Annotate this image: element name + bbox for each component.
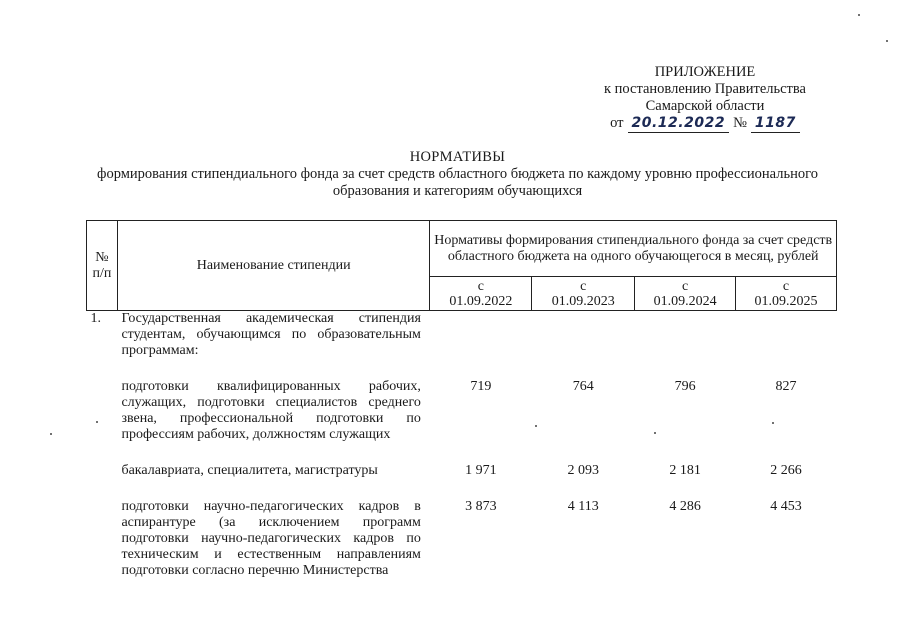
scan-speck <box>96 421 98 423</box>
value-cell: 2 181 <box>669 463 701 478</box>
date-prefix: с <box>682 278 689 294</box>
value-cell: 4 113 <box>567 499 599 514</box>
scan-speck <box>858 14 860 16</box>
value-cell: 2 266 <box>770 463 802 478</box>
scan-speck <box>886 40 888 42</box>
row-name: Государственная академическая стипендия студентам, обучающимся по образовательным программам: <box>121 311 421 358</box>
appendix-line-1: к постановлению Правительства <box>604 81 806 97</box>
date-value: 01.09.2022 <box>449 293 513 309</box>
scan-speck <box>654 432 656 434</box>
value-cell: 2 093 <box>567 463 599 478</box>
handwritten-date: 20.12.2022 <box>628 115 730 133</box>
row-name: подготовки квалифицированных рабочих, служащих, подготовки специалистов среднего звена, профессиональной подготовки по профессиям рабочих, должностям служащих <box>121 379 421 442</box>
title-subtitle: формирования стипендиального фонда за счет средств областного бюджета по каждому уровню профессионального образования и категориям обучающихся <box>97 166 818 199</box>
table-row <box>87 311 837 360</box>
value-cell: 796 <box>674 379 696 394</box>
from-label: от <box>610 115 624 131</box>
header-date-cell <box>430 277 532 311</box>
appendix-header <box>560 64 850 133</box>
value-cell: 1 971 <box>465 463 497 478</box>
date-prefix: с <box>782 278 790 294</box>
scan-speck <box>50 433 52 435</box>
date-value: 01.09.2023 <box>551 293 615 309</box>
handwritten-number: 1187 <box>751 115 800 133</box>
row-number: 1. <box>90 311 101 326</box>
value-cell: 4 453 <box>770 499 802 514</box>
document-title <box>70 149 845 200</box>
header-name: Наименование стипендии <box>117 221 429 311</box>
scan-speck <box>535 425 537 427</box>
date-value: 01.09.2024 <box>653 293 717 309</box>
header-date-cell <box>532 277 635 311</box>
appendix-title: ПРИЛОЖЕНИЕ <box>654 64 756 80</box>
table-row <box>87 463 837 479</box>
scan-speck <box>772 422 774 424</box>
header-number: № п/п <box>87 221 118 311</box>
header-date-cell <box>635 277 736 311</box>
table-row <box>87 379 837 443</box>
date-prefix: с <box>477 278 484 294</box>
normatives-table <box>86 220 837 579</box>
row-name: бакалавриата, специалитета, магистратуры <box>121 463 378 478</box>
header-normatives: Нормативы формирования стипендиального фонда за счет средств областного бюджета на одного обучающегося в месяц, рублей <box>430 221 837 277</box>
value-cell: 827 <box>775 379 797 394</box>
number-label: № <box>733 115 747 131</box>
row-name: подготовки научно-педагогических кадров в аспирантуре (за исключением программ подготовки научно-педагогических кадров по техническим и естественным направлениям подготовки согласно перечню Министерства <box>121 499 421 578</box>
value-cell: 764 <box>572 379 594 394</box>
table-row <box>87 499 837 579</box>
order-reference <box>560 115 850 133</box>
appendix-line-2: Самарской области <box>645 98 765 114</box>
date-value: 01.09.2025 <box>754 293 818 309</box>
value-cell: 719 <box>470 379 492 394</box>
value-cell: 4 286 <box>669 499 701 514</box>
value-cell: 3 873 <box>465 499 497 514</box>
date-prefix: с <box>580 278 587 294</box>
title-main: НОРМАТИВЫ <box>409 149 506 165</box>
header-date-cell <box>736 277 837 311</box>
